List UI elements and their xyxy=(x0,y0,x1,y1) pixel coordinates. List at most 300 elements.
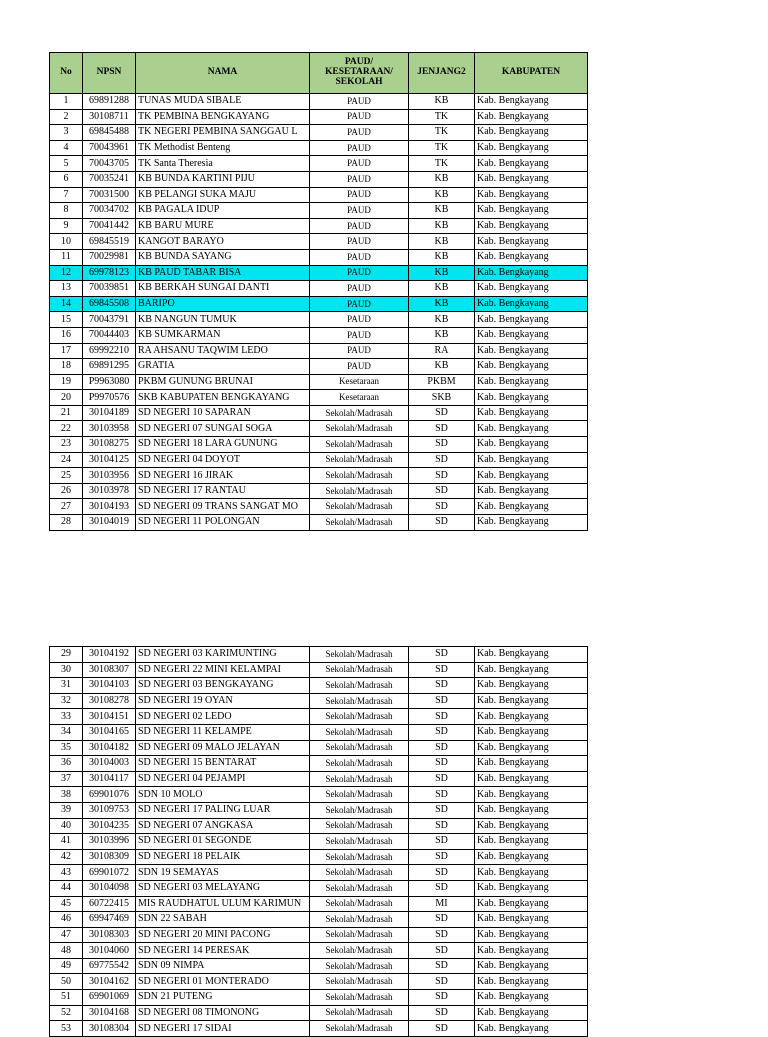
cell-nama: GRATIA xyxy=(136,359,310,375)
table-row xyxy=(50,802,588,818)
cell-kabupaten: Kab. Bengkayang xyxy=(475,421,588,437)
cell-npsn: 30104182 xyxy=(83,740,136,756)
cell-nama: SD NEGERI 09 TRANS SANGAT MO xyxy=(136,499,310,515)
cell-jenjang: SD xyxy=(409,756,475,772)
cell-type: Sekolah/Madrasah xyxy=(310,880,409,896)
cell-type: PAUD xyxy=(310,187,409,203)
cell-npsn: 30104162 xyxy=(83,974,136,990)
cell-nama: BARIPO xyxy=(136,296,310,312)
cell-type: Sekolah/Madrasah xyxy=(310,865,409,881)
table-row xyxy=(50,499,588,515)
cell-type: Sekolah/Madrasah xyxy=(310,818,409,834)
cell-no: 43 xyxy=(50,865,83,881)
cell-no: 21 xyxy=(50,405,83,421)
header-no: No xyxy=(50,53,83,94)
cell-nama: TK Methodist Benteng xyxy=(136,140,310,156)
cell-jenjang: SD xyxy=(409,927,475,943)
cell-jenjang: TK xyxy=(409,140,475,156)
cell-npsn: 30104103 xyxy=(83,678,136,694)
cell-npsn: 30103958 xyxy=(83,421,136,437)
table-row xyxy=(50,515,588,531)
cell-npsn: 30104003 xyxy=(83,756,136,772)
cell-jenjang: KB xyxy=(409,203,475,219)
cell-nama: SD NEGERI 10 SAPARAN xyxy=(136,405,310,421)
table-body-page-2 xyxy=(50,647,588,1037)
cell-type: PAUD xyxy=(310,171,409,187)
table-row xyxy=(50,327,588,343)
cell-kabupaten: Kab. Bengkayang xyxy=(475,468,588,484)
table-row xyxy=(50,880,588,896)
cell-no: 47 xyxy=(50,927,83,943)
cell-no: 25 xyxy=(50,468,83,484)
cell-nama: SD NEGERI 17 RANTAU xyxy=(136,483,310,499)
cell-jenjang: KB xyxy=(409,218,475,234)
cell-kabupaten: Kab. Bengkayang xyxy=(475,390,588,406)
cell-type: PAUD xyxy=(310,156,409,172)
cell-nama: SD NEGERI 11 POLONGAN xyxy=(136,515,310,531)
cell-npsn: 69891288 xyxy=(83,94,136,110)
table-row xyxy=(50,740,588,756)
cell-jenjang: SD xyxy=(409,912,475,928)
cell-nama: SDN 22 SABAH xyxy=(136,912,310,928)
cell-no: 52 xyxy=(50,1005,83,1021)
cell-no: 28 xyxy=(50,515,83,531)
cell-no: 15 xyxy=(50,312,83,328)
table-row xyxy=(50,452,588,468)
cell-no: 11 xyxy=(50,249,83,265)
cell-nama: SD NEGERI 14 PERESAK xyxy=(136,943,310,959)
cell-type: Sekolah/Madrasah xyxy=(310,421,409,437)
table-row xyxy=(50,390,588,406)
header-jenjang: JENJANG2 xyxy=(409,53,475,94)
cell-npsn: 70041442 xyxy=(83,218,136,234)
cell-jenjang: KB xyxy=(409,265,475,281)
cell-kabupaten: Kab. Bengkayang xyxy=(475,912,588,928)
cell-npsn: 30104117 xyxy=(83,771,136,787)
cell-npsn: 30104165 xyxy=(83,724,136,740)
cell-npsn: 69901072 xyxy=(83,865,136,881)
cell-jenjang: SD xyxy=(409,943,475,959)
cell-nama: KB BERKAH SUNGAI DANTI xyxy=(136,281,310,297)
cell-kabupaten: Kab. Bengkayang xyxy=(475,647,588,663)
cell-nama: SD NEGERI 04 PEJAMPI xyxy=(136,771,310,787)
cell-nama: KB BUNDA KARTINI PIJU xyxy=(136,171,310,187)
cell-type: Sekolah/Madrasah xyxy=(310,834,409,850)
cell-jenjang: SD xyxy=(409,405,475,421)
cell-type: Sekolah/Madrasah xyxy=(310,943,409,959)
cell-kabupaten: Kab. Bengkayang xyxy=(475,374,588,390)
cell-no: 6 xyxy=(50,171,83,187)
cell-kabupaten: Kab. Bengkayang xyxy=(475,1005,588,1021)
cell-jenjang: SD xyxy=(409,787,475,803)
table-row xyxy=(50,468,588,484)
cell-kabupaten: Kab. Bengkayang xyxy=(475,834,588,850)
cell-nama: SD NEGERI 18 PELAIK xyxy=(136,849,310,865)
cell-type: Sekolah/Madrasah xyxy=(310,499,409,515)
cell-type: Sekolah/Madrasah xyxy=(310,724,409,740)
cell-no: 5 xyxy=(50,156,83,172)
cell-nama: SD NEGERI 07 ANGKASA xyxy=(136,818,310,834)
cell-no: 42 xyxy=(50,849,83,865)
cell-no: 38 xyxy=(50,787,83,803)
cell-nama: SDN 21 PUTENG xyxy=(136,990,310,1006)
table-row xyxy=(50,943,588,959)
cell-no: 29 xyxy=(50,647,83,663)
cell-jenjang: SD xyxy=(409,771,475,787)
table-row xyxy=(50,849,588,865)
cell-type: Sekolah/Madrasah xyxy=(310,483,409,499)
cell-jenjang: SD xyxy=(409,865,475,881)
cell-jenjang: SD xyxy=(409,693,475,709)
cell-no: 14 xyxy=(50,296,83,312)
cell-type: Sekolah/Madrasah xyxy=(310,709,409,725)
cell-npsn: 30104193 xyxy=(83,499,136,515)
cell-nama: RA AHSANU TAQWIM LEDO xyxy=(136,343,310,359)
cell-type: PAUD xyxy=(310,203,409,219)
cell-kabupaten: Kab. Bengkayang xyxy=(475,678,588,694)
cell-jenjang: KB xyxy=(409,249,475,265)
table-row xyxy=(50,343,588,359)
cell-kabupaten: Kab. Bengkayang xyxy=(475,171,588,187)
table-row xyxy=(50,912,588,928)
table-row xyxy=(50,249,588,265)
cell-jenjang: PKBM xyxy=(409,374,475,390)
cell-npsn: 30108303 xyxy=(83,927,136,943)
cell-type: Kesetaraan xyxy=(310,390,409,406)
cell-jenjang: SD xyxy=(409,647,475,663)
header-npsn: NPSN xyxy=(83,53,136,94)
cell-no: 1 xyxy=(50,94,83,110)
table-row xyxy=(50,125,588,141)
cell-kabupaten: Kab. Bengkayang xyxy=(475,1021,588,1037)
cell-npsn: 69891295 xyxy=(83,359,136,375)
cell-kabupaten: Kab. Bengkayang xyxy=(475,312,588,328)
cell-kabupaten: Kab. Bengkayang xyxy=(475,771,588,787)
cell-type: PAUD xyxy=(310,281,409,297)
table-row xyxy=(50,140,588,156)
table-row xyxy=(50,1021,588,1037)
cell-no: 46 xyxy=(50,912,83,928)
table-body-page-1 xyxy=(50,94,588,531)
table-row xyxy=(50,818,588,834)
cell-kabupaten: Kab. Bengkayang xyxy=(475,483,588,499)
cell-npsn: 69992210 xyxy=(83,343,136,359)
cell-no: 34 xyxy=(50,724,83,740)
cell-nama: KANGOT BARAYO xyxy=(136,234,310,250)
cell-type: Sekolah/Madrasah xyxy=(310,740,409,756)
cell-nama: SD NEGERI 01 SEGONDE xyxy=(136,834,310,850)
table-row xyxy=(50,421,588,437)
cell-kabupaten: Kab. Bengkayang xyxy=(475,249,588,265)
cell-type: PAUD xyxy=(310,140,409,156)
cell-nama: MIS RAUDHATUL ULUM KARIMUN xyxy=(136,896,310,912)
cell-jenjang: SD xyxy=(409,958,475,974)
cell-type: Sekolah/Madrasah xyxy=(310,927,409,943)
cell-nama: SD NEGERI 11 KELAMPE xyxy=(136,724,310,740)
cell-npsn: 30108711 xyxy=(83,109,136,125)
cell-no: 22 xyxy=(50,421,83,437)
cell-npsn: 70043791 xyxy=(83,312,136,328)
cell-kabupaten: Kab. Bengkayang xyxy=(475,281,588,297)
cell-kabupaten: Kab. Bengkayang xyxy=(475,974,588,990)
table-row xyxy=(50,171,588,187)
cell-nama: SD NEGERI 15 BENTARAT xyxy=(136,756,310,772)
cell-kabupaten: Kab. Bengkayang xyxy=(475,693,588,709)
cell-nama: TUNAS MUDA SIBALE xyxy=(136,94,310,110)
cell-jenjang: TK xyxy=(409,156,475,172)
cell-kabupaten: Kab. Bengkayang xyxy=(475,499,588,515)
cell-no: 33 xyxy=(50,709,83,725)
cell-jenjang: SD xyxy=(409,834,475,850)
table-row xyxy=(50,662,588,678)
cell-kabupaten: Kab. Bengkayang xyxy=(475,515,588,531)
cell-nama: SD NEGERI 20 MINI PACONG xyxy=(136,927,310,943)
table-row xyxy=(50,187,588,203)
cell-type: Sekolah/Madrasah xyxy=(310,912,409,928)
table-row xyxy=(50,990,588,1006)
cell-kabupaten: Kab. Bengkayang xyxy=(475,990,588,1006)
table-row xyxy=(50,405,588,421)
cell-nama: SKB KABUPATEN BENGKAYANG xyxy=(136,390,310,406)
header-nama: NAMA xyxy=(136,53,310,94)
cell-npsn: P9970576 xyxy=(83,390,136,406)
cell-npsn: 70039851 xyxy=(83,281,136,297)
table-row xyxy=(50,709,588,725)
cell-npsn: 30104125 xyxy=(83,452,136,468)
cell-type: Sekolah/Madrasah xyxy=(310,405,409,421)
cell-npsn: 30104019 xyxy=(83,515,136,531)
cell-no: 20 xyxy=(50,390,83,406)
cell-nama: KB PELANGI SUKA MAJU xyxy=(136,187,310,203)
cell-no: 45 xyxy=(50,896,83,912)
cell-kabupaten: Kab. Bengkayang xyxy=(475,343,588,359)
cell-no: 53 xyxy=(50,1021,83,1037)
cell-no: 10 xyxy=(50,234,83,250)
cell-jenjang: KB xyxy=(409,359,475,375)
cell-type: Sekolah/Madrasah xyxy=(310,452,409,468)
cell-npsn: 70043961 xyxy=(83,140,136,156)
cell-kabupaten: Kab. Bengkayang xyxy=(475,943,588,959)
cell-type: PAUD xyxy=(310,125,409,141)
cell-jenjang: SD xyxy=(409,468,475,484)
cell-type: PAUD xyxy=(310,218,409,234)
cell-no: 26 xyxy=(50,483,83,499)
cell-type: Sekolah/Madrasah xyxy=(310,849,409,865)
cell-no: 44 xyxy=(50,880,83,896)
cell-jenjang: KB xyxy=(409,171,475,187)
table-row-highlighted xyxy=(50,296,588,312)
table-row xyxy=(50,156,588,172)
cell-no: 9 xyxy=(50,218,83,234)
cell-kabupaten: Kab. Bengkayang xyxy=(475,327,588,343)
cell-npsn: 30104151 xyxy=(83,709,136,725)
school-table-page-1 xyxy=(49,52,588,531)
cell-no: 12 xyxy=(50,265,83,281)
table-row xyxy=(50,958,588,974)
cell-jenjang: SD xyxy=(409,740,475,756)
cell-type: Sekolah/Madrasah xyxy=(310,787,409,803)
cell-jenjang: KB xyxy=(409,327,475,343)
cell-type: PAUD xyxy=(310,234,409,250)
cell-no: 31 xyxy=(50,678,83,694)
cell-nama: SD NEGERI 03 KARIMUNTING xyxy=(136,647,310,663)
cell-no: 51 xyxy=(50,990,83,1006)
cell-npsn: 30104235 xyxy=(83,818,136,834)
cell-no: 39 xyxy=(50,802,83,818)
cell-nama: SD NEGERI 02 LEDO xyxy=(136,709,310,725)
cell-no: 27 xyxy=(50,499,83,515)
table-header-row xyxy=(50,53,588,94)
table-row-highlighted xyxy=(50,265,588,281)
cell-type: PAUD xyxy=(310,359,409,375)
cell-type: Sekolah/Madrasah xyxy=(310,647,409,663)
cell-type: Sekolah/Madrasah xyxy=(310,693,409,709)
cell-nama: SD NEGERI 08 TIMONONG xyxy=(136,1005,310,1021)
table-row xyxy=(50,359,588,375)
cell-nama: KB PAUD TABAR BISA xyxy=(136,265,310,281)
table-row xyxy=(50,483,588,499)
cell-kabupaten: Kab. Bengkayang xyxy=(475,787,588,803)
cell-no: 36 xyxy=(50,756,83,772)
cell-type: Sekolah/Madrasah xyxy=(310,771,409,787)
cell-kabupaten: Kab. Bengkayang xyxy=(475,849,588,865)
table-row xyxy=(50,771,588,787)
cell-nama: SDN 19 SEMAYAS xyxy=(136,865,310,881)
cell-kabupaten: Kab. Bengkayang xyxy=(475,218,588,234)
cell-kabupaten: Kab. Bengkayang xyxy=(475,94,588,110)
cell-kabupaten: Kab. Bengkayang xyxy=(475,958,588,974)
cell-jenjang: SD xyxy=(409,974,475,990)
table-row xyxy=(50,678,588,694)
cell-type: PAUD xyxy=(310,265,409,281)
table-row xyxy=(50,896,588,912)
cell-type: Sekolah/Madrasah xyxy=(310,990,409,1006)
cell-kabupaten: Kab. Bengkayang xyxy=(475,740,588,756)
cell-kabupaten: Kab. Bengkayang xyxy=(475,140,588,156)
cell-jenjang: SD xyxy=(409,1005,475,1021)
cell-jenjang: KB xyxy=(409,296,475,312)
cell-npsn: 69775542 xyxy=(83,958,136,974)
cell-nama: TK NEGERI PEMBINA SANGGAU L xyxy=(136,125,310,141)
cell-jenjang: SKB xyxy=(409,390,475,406)
cell-kabupaten: Kab. Bengkayang xyxy=(475,109,588,125)
cell-type: PAUD xyxy=(310,327,409,343)
cell-type: Sekolah/Madrasah xyxy=(310,662,409,678)
cell-type: Sekolah/Madrasah xyxy=(310,1005,409,1021)
cell-jenjang: SD xyxy=(409,678,475,694)
cell-kabupaten: Kab. Bengkayang xyxy=(475,203,588,219)
cell-nama: SDN 09 NIMPA xyxy=(136,958,310,974)
cell-npsn: 70034702 xyxy=(83,203,136,219)
cell-jenjang: SD xyxy=(409,515,475,531)
header-kabupaten: KABUPATEN xyxy=(475,53,588,94)
cell-npsn: 70043705 xyxy=(83,156,136,172)
cell-jenjang: SD xyxy=(409,1021,475,1037)
cell-npsn: 30103956 xyxy=(83,468,136,484)
table-row xyxy=(50,756,588,772)
cell-type: Sekolah/Madrasah xyxy=(310,515,409,531)
cell-npsn: 69845488 xyxy=(83,125,136,141)
cell-jenjang: RA xyxy=(409,343,475,359)
cell-type: PAUD xyxy=(310,343,409,359)
table-row xyxy=(50,281,588,297)
cell-no: 7 xyxy=(50,187,83,203)
cell-npsn: 69978123 xyxy=(83,265,136,281)
cell-jenjang: KB xyxy=(409,234,475,250)
cell-type: PAUD xyxy=(310,249,409,265)
table-row xyxy=(50,234,588,250)
table-row xyxy=(50,312,588,328)
cell-nama: SDN 10 MOLO xyxy=(136,787,310,803)
cell-nama: SD NEGERI 01 MONTERADO xyxy=(136,974,310,990)
cell-npsn: 69947469 xyxy=(83,912,136,928)
cell-npsn: 70035241 xyxy=(83,171,136,187)
cell-kabupaten: Kab. Bengkayang xyxy=(475,865,588,881)
cell-nama: SD NEGERI 22 MINI KELAMPAI xyxy=(136,662,310,678)
cell-jenjang: SD xyxy=(409,709,475,725)
table-row xyxy=(50,724,588,740)
cell-npsn: 69901069 xyxy=(83,990,136,1006)
header-type: PAUD/ KESETARAAN/ SEKOLAH xyxy=(310,53,409,94)
cell-kabupaten: Kab. Bengkayang xyxy=(475,405,588,421)
table-row xyxy=(50,218,588,234)
cell-npsn: 30108307 xyxy=(83,662,136,678)
cell-nama: SD NEGERI 09 MALO JELAYAN xyxy=(136,740,310,756)
cell-npsn: P9963080 xyxy=(83,374,136,390)
cell-nama: SD NEGERI 03 BENGKAYANG xyxy=(136,678,310,694)
cell-type: PAUD xyxy=(310,312,409,328)
cell-nama: SD NEGERI 17 SIDAI xyxy=(136,1021,310,1037)
cell-type: Sekolah/Madrasah xyxy=(310,756,409,772)
cell-npsn: 70031500 xyxy=(83,187,136,203)
cell-jenjang: SD xyxy=(409,437,475,453)
cell-no: 35 xyxy=(50,740,83,756)
cell-type: Sekolah/Madrasah xyxy=(310,437,409,453)
cell-kabupaten: Kab. Bengkayang xyxy=(475,437,588,453)
cell-no: 40 xyxy=(50,818,83,834)
cell-jenjang: SD xyxy=(409,662,475,678)
table-row xyxy=(50,693,588,709)
cell-jenjang: SD xyxy=(409,880,475,896)
cell-type: Sekolah/Madrasah xyxy=(310,802,409,818)
cell-jenjang: TK xyxy=(409,109,475,125)
table-row xyxy=(50,94,588,110)
cell-type: PAUD xyxy=(310,296,409,312)
cell-type: Sekolah/Madrasah xyxy=(310,958,409,974)
cell-kabupaten: Kab. Bengkayang xyxy=(475,234,588,250)
cell-nama: KB BARU MURE xyxy=(136,218,310,234)
cell-kabupaten: Kab. Bengkayang xyxy=(475,156,588,172)
cell-npsn: 30108275 xyxy=(83,437,136,453)
cell-nama: TK PEMBINA BENGKAYANG xyxy=(136,109,310,125)
cell-jenjang: SD xyxy=(409,452,475,468)
cell-nama: KB NANGUN TUMUK xyxy=(136,312,310,328)
cell-nama: SD NEGERI 04 DOYOT xyxy=(136,452,310,468)
cell-type: Sekolah/Madrasah xyxy=(310,896,409,912)
cell-no: 23 xyxy=(50,437,83,453)
cell-nama: TK Santa Theresia xyxy=(136,156,310,172)
cell-type: Sekolah/Madrasah xyxy=(310,974,409,990)
cell-nama: PKBM GUNUNG BRUNAI xyxy=(136,374,310,390)
cell-kabupaten: Kab. Bengkayang xyxy=(475,187,588,203)
cell-jenjang: KB xyxy=(409,94,475,110)
cell-no: 4 xyxy=(50,140,83,156)
cell-npsn: 30108278 xyxy=(83,693,136,709)
cell-no: 48 xyxy=(50,943,83,959)
cell-no: 32 xyxy=(50,693,83,709)
cell-kabupaten: Kab. Bengkayang xyxy=(475,756,588,772)
cell-kabupaten: Kab. Bengkayang xyxy=(475,927,588,943)
